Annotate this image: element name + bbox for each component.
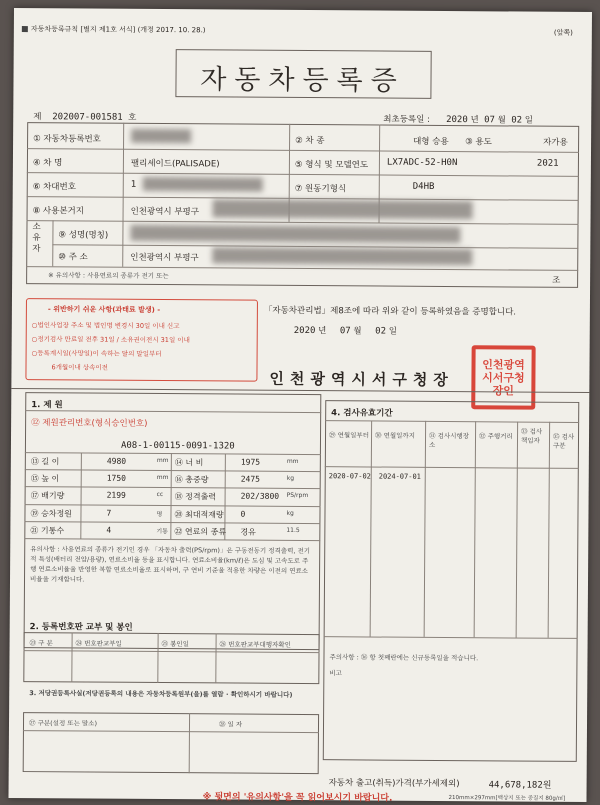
owner-address-label: ⑩ 주 소: [58, 252, 88, 263]
spec-label: ⑭ 너 비: [174, 458, 204, 468]
car-type-value: 대형 승용: [413, 136, 449, 148]
redacted-base-address: [213, 199, 473, 219]
square-bullet-icon: [22, 26, 28, 32]
spec-value: 1750: [106, 473, 127, 483]
redacted-vin: [143, 177, 263, 192]
spec-label: ⑯ 총중량: [174, 475, 209, 485]
spec-label: ㉒ 연료의 종류: [174, 526, 227, 537]
registration-certificate: [8, 8, 592, 802]
spec-id-value: A08-1-00115-0091-1320: [120, 440, 235, 452]
inspect-col-to: ㉚ 연월일까지: [375, 431, 416, 440]
mortgage-col-type: ㉗ 구분(설정 또는 말소): [28, 719, 98, 728]
certification-statement: 「자동차관리법」제8조에 따라 위와 같이 등록하였음을 증명합니다.: [263, 305, 517, 318]
spec-unit: mm: [156, 456, 169, 465]
spec-value: 1975: [240, 457, 261, 467]
spec-unit: kg: [286, 475, 295, 483]
plate-section-title: 2. 등록번호판 교부 및 봉인: [29, 622, 133, 633]
owner-address-value: 인천광역시 부평구: [130, 252, 199, 264]
spec-value: 4980: [106, 456, 127, 466]
spec-id-label: ⑫ 제원관리번호(형식승인번호): [31, 418, 148, 429]
mortgage-section-title: 3. 저당권등록사실(저당권등록의 내용은 자동차등록원부(을)를 열람 · 확인하시기 바랍니다): [29, 689, 293, 699]
inspection-title: 4. 검사유효기간: [331, 408, 393, 419]
owner-name-label: ⑨ 성명(명칭): [58, 230, 109, 241]
inspect-from-date: 2020-07-02: [328, 472, 371, 481]
mortgage-col-date: ㉘ 일 자: [218, 720, 243, 729]
spec-unit: 기통: [156, 527, 168, 535]
first-registration-date: 최초등록일 : 2020 년 07 월 02 일: [383, 114, 534, 126]
spec-unit: cc: [156, 491, 164, 499]
inspect-col-mileage: ㉜ 주행거리: [479, 432, 513, 441]
violation-notice-title: - 위반하기 쉬운 사항(과태료 발생) -: [47, 305, 161, 315]
plate-col-issue-date: ㉔ 번호판교부일: [75, 639, 122, 648]
reg-number-label: ① 자동차등록번호: [33, 134, 101, 145]
inspect-col-officer: ㉝ 검사책임자: [520, 427, 543, 445]
cert-number: 제 202007-001581 호: [33, 112, 137, 123]
issuing-office: 인천광역시서구청장: [269, 369, 454, 390]
redacted-owner-address: [212, 247, 472, 265]
spec-label: ⑲ 승차정원: [30, 508, 72, 518]
notice-line: ○법인사업장 주소 및 법인명 변경시 30일 이내 신고: [31, 321, 180, 331]
inspect-col-type: ㉟ 검사구분: [552, 432, 575, 450]
spec-label: ⑮ 높 이: [30, 474, 60, 484]
base-label: ⑧ 사용본거지: [32, 206, 85, 217]
spec-unit: kg: [286, 509, 294, 517]
specs-title: 1. 제 원: [31, 400, 63, 411]
spec-value: 0: [240, 509, 246, 519]
back-side-note: ※ 뒷면의 '유의사항'을 꼭 읽어보시기 바랍니다.: [202, 792, 393, 804]
spec-unit: PS/rpm: [286, 492, 309, 500]
specs-note: 유의사항 : 사용연료의 종류가 전기인 경우 「자동차 출력(PS/rpm)」은 구동전동기 정격출력, 전기적 특성(배터리 전압/용량), 연료소비율 등을 표시합니다. 연료소비율(km/ℓ)은 도심 및 고속도로 주행 연료소비율을 반영한 복합 연료소비율로 표시하며, 구 연비 기준을 적용한 차량은 이전의 연료소비율을 기재합니다.: [29, 545, 311, 584]
model-value: 팰리세이드(PALISADE): [130, 158, 220, 170]
spec-value: 4: [106, 525, 112, 535]
spec-value: 7: [106, 508, 112, 518]
spec-value: 2199: [106, 491, 126, 501]
notice-line: 6개월이내 상속이전: [51, 363, 108, 372]
vin-label: ⑥ 차대번호: [32, 182, 76, 193]
model-label: ④ 차 명: [32, 158, 63, 169]
redacted-owner-name: [130, 225, 460, 243]
fuel-note: ※ 유의사항 : 사용연료의 종류가 전기 또는: [48, 271, 169, 281]
spec-label: ⑱ 정격출력: [174, 492, 217, 502]
spec-rows: [14, 8, 592, 12]
inspect-to-date: 2024-07-01: [378, 472, 421, 481]
engine-label: ⑦ 원동기형식: [294, 183, 347, 195]
plate-col-agent: ㉖ 번호판교부대행자확인: [219, 640, 291, 649]
spec-value: 2475: [240, 474, 261, 484]
price-label: 자동차 출고(취득)가격(부가세제외): [328, 778, 460, 790]
spec-label: ㉑ 기통수: [30, 525, 65, 536]
inspection-box: [323, 400, 580, 762]
spec-label: ⑳ 최대적재량: [174, 509, 224, 520]
paper-spec: 210mm×297mm[백상지 또는 중질지 80g/㎡]: [448, 795, 566, 802]
vin-value: 1: [130, 179, 137, 190]
spec-value: 202/3800: [240, 491, 280, 502]
page-side-label: (앞쪽): [553, 28, 573, 37]
price-value: 44,678,182원: [488, 780, 552, 791]
spec-label: ⑬ 길 이: [30, 457, 60, 467]
notice-line: ○정기검사 만료일 전후 31일 / 소유권이전시 31일 이내: [31, 335, 190, 345]
form-reference: 자동차등록규칙 [별지 제1호 서식] (개정 2017. 10. 28.): [22, 24, 206, 35]
inspection-remark: 비고: [329, 669, 342, 678]
fuel-note-tail: 조: [552, 275, 561, 286]
inspect-col-from: ㉙ 연월일부터: [329, 431, 370, 440]
spec-label: ⑰ 배기량: [30, 491, 65, 501]
spec-unit: mm: [286, 457, 299, 465]
document-title: 자동차등록증: [200, 64, 405, 97]
model-code: LX7ADC-52-H0N: [386, 157, 458, 169]
car-type-label: ② 차 종: [295, 135, 325, 147]
plate-col-seal-date: ㉕ 봉인일: [161, 640, 190, 649]
inspect-col-place: ㉛ 검사시행장소: [428, 431, 470, 449]
notice-line: ○등록계시일(사망일)이 속하는 달의 말일부터: [31, 349, 162, 359]
base-value: 인천광역시 부평구: [130, 206, 200, 218]
spec-value: 경유: [240, 527, 256, 537]
spec-unit: 11.5: [286, 526, 300, 534]
plate-col-category: ㉓ 구 분: [29, 639, 53, 648]
certification-date: 2020 년 07 월 02 일: [293, 325, 397, 337]
spec-unit: mm: [156, 474, 169, 482]
redacted-reg-number: [131, 129, 191, 143]
spec-unit: 명: [156, 510, 163, 518]
inspection-caution: 주의사항 : ㊱ 항 첫째란에는 신규등록일을 적습니다.: [329, 653, 479, 663]
engine-value: D4HB: [412, 181, 435, 192]
use-value: 자가용: [543, 137, 568, 148]
model-year-label: ⑤ 형식 및 모델연도: [294, 159, 369, 171]
model-year: 2021: [536, 158, 559, 169]
owner-side-label: 소유자: [32, 222, 41, 255]
official-seal: 인천광역시서구청장인: [471, 345, 535, 409]
use-label: ③ 용도: [465, 137, 492, 148]
